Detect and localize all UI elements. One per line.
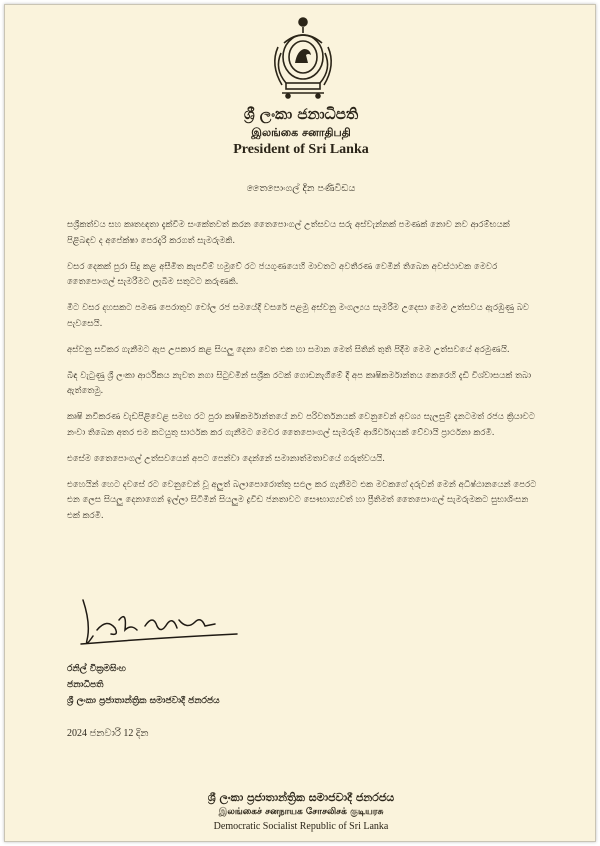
letter-date: 2024 ජනවාරි 12 දින <box>67 728 149 739</box>
footer-tamil: இலங்கைச் சனநாயக சோசலிசக் குடியரசு <box>218 807 384 817</box>
letter-page <box>4 4 596 842</box>
footer-sinhala: ශ්‍රී ලංකා ප්‍රජාතාන්ත්‍රික සමාජවාදී ජනරජය <box>207 791 395 804</box>
header-title-tamil: இலங்கை சனாதிபதி <box>251 126 351 139</box>
signature-icon <box>75 590 245 660</box>
paragraph: අස්වනු සවිකර ගැනීමට ඇප උපකාර කළ සියලු දෙනා වෙත එක හා සමාන මෙත් සිතින් තුති පිදීම මෙම උත්සවයේ අරමුණයි. <box>67 344 510 355</box>
header-title-english: President of Sri Lanka <box>233 142 369 157</box>
signatory-country: ශ්‍රී ලංකා ප්‍රජාතාන්ත්‍රික සමාජවාදී ජනරජය <box>67 696 220 706</box>
signatory-name: රනිල් වික්‍රමසිංහ <box>67 664 126 674</box>
state-emblem-icon <box>264 13 342 99</box>
paragraph: සශ්‍රීකත්වය සහ කෘතඥතා දැක්වීම සංකේතවත් කරන තෛපොංගල් උත්සවය සරු අස්වැන්නක් පමණක් නොව නව ආරම්භයක් පිළිබඳව ද අපේක්ෂා පෙරදැරි කරගත් සැමරුමකි. <box>67 220 510 246</box>
paragraph: කෘෂි නවීකරණ වැඩපිළිවෙළ සමඟ රට පුරා කෘෂිකර්මාන්තයේ නව පරිවර්තනයක් වෙනුවෙන් අවශ්‍ය සැලසුම් දැනටමත් රජය ක්‍රියාවට නංවා තිබෙන අතර එම කටයුතු සාර්ථක කර ගැනීමට මෙවර තෛපොංගල් සැමරුම් ආශිර්වාදයක් වේවායි ප්‍රාර්ථනා කරමි. <box>67 412 536 438</box>
paragraph: මීට වසර දහසකට පමණ පෙරාතුව චෝල රජ සමයේදී වසරේ පළමු අස්වනු මංගල්‍යය සැමරීම උදෙසා මෙම උත්සවය ඇරඹුණු බව පැවසෙයි. <box>67 303 530 329</box>
paragraph: වසර දෙකක් පුරා සිදු කළ අසීමිත කැපවීම් හමුවේ රට ජයගුණයෙහි මාවතට අවතීරණ වෙමින් තිබෙන අවස්ථාවක මෙවර තෛපොංගල් සැමරීමට ලැබීම සතුටට කරුණකි. <box>67 261 498 288</box>
paragraph: එසේම තෛපොංගල් උත්සවයෙන් අපට පෙන්වා දෙන්නේ සමානාත්මතාවයේ ගරුත්වයයි. <box>67 453 386 464</box>
paragraph: එහෙයින් හෙට දවසේ රට වෙනුවෙන් වූ අලුත් බලාපොරොත්තු සඵල කර ගැනීමට එක මවකගේ දරුවන් මෙන් අධිෂ්ඨානයෙන් පෙරට එන ලෙස සියලු දෙනාගෙන් ඉල්ලා සිටිමින් සියලුම ද්‍රවිඩ ජනතාවට සෞභාග්‍යවත් හා ප්‍රීතිමත් තෛපොංගල් සැමරුමකට සුභාශිංසන එක් කරමි. <box>67 479 537 522</box>
signatory-title: ජනාධිපති <box>67 680 104 690</box>
subject-line: තෛපොංගල් දින පණිවිඩය <box>246 183 356 194</box>
letter-body <box>67 218 537 535</box>
footer-english: Democratic Socialist Republic of Sri Lanka <box>213 821 389 832</box>
paragraph: බිඳ වැටුණු ශ්‍රී ලංකා ආර්ථිකය නැවත නගා සිටුවමින් සශ්‍රීක රටක් ගොඩනැගීමේ දී අප කෘෂිකර්මාන්තය කෙරෙහි දැඩි විශ්වාසයක් තබා ඇත්තෙමු. <box>67 370 532 397</box>
header-title-sinhala: ශ්‍රී ලංකා ජනාධිපති <box>243 105 359 123</box>
signatory-block <box>67 661 220 709</box>
